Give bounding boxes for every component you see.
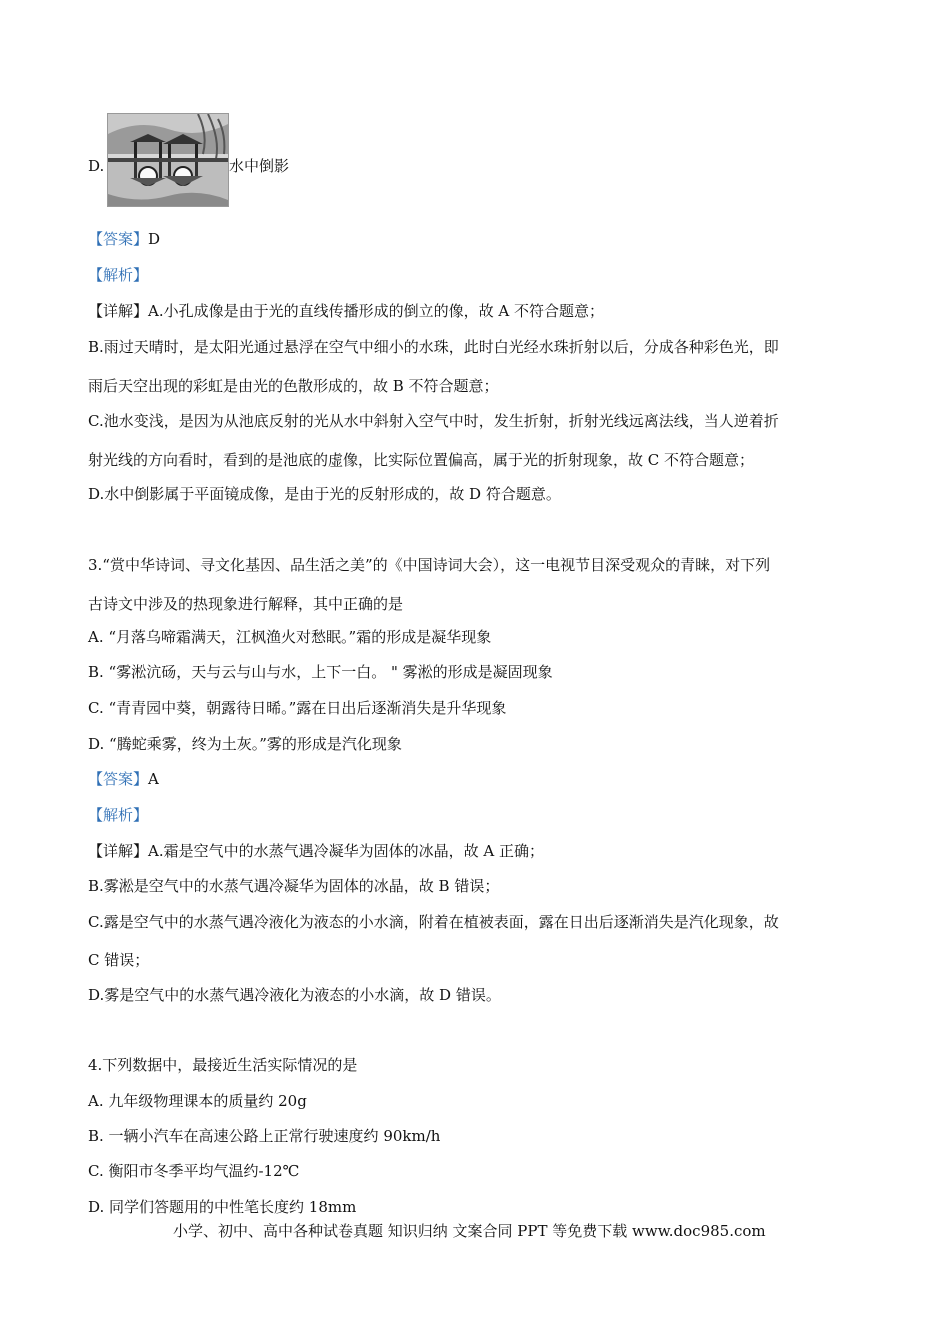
q2-explanation-line: C.池水变浅，是因为从池底反射的光从水中斜射入空气中时，发生折射，折射光线远离法线，当人逆着折 [88, 412, 779, 430]
q3-explanation-line: C 错误； [88, 951, 150, 969]
q3-option-d: D. “腾蛇乘雾，终为土灰。”雾的形成是汽化现象 [88, 735, 402, 753]
answer-tag: 【答案】 [88, 770, 149, 788]
q3-stem: 古诗文中涉及的热现象进行解释，其中正确的是 [88, 595, 404, 613]
q4-option-b: B. 一辆小汽车在高速公路上正常行驶速度约 90km/h [88, 1127, 441, 1145]
detail-tag: 【详解】 [88, 842, 149, 860]
q3-explanation-line: B.雾淞是空气中的水蒸气遇冷凝华为固体的冰晶，故 B 错误； [88, 877, 500, 895]
q2-option-d-text: 水中倒影 [229, 157, 290, 175]
q2-explanation-line: 射光线的方向看时，看到的是池底的虚像，比实际位置偏高，属于光的折射现象，故 C 不符合题意； [88, 451, 755, 469]
q3-answer [88, 769, 159, 789]
q2-option-d-label: D. [88, 157, 105, 175]
q3-explanation-line [88, 841, 544, 861]
answer-value: D [148, 230, 161, 248]
q2-analysis-tag: 【解析】 [88, 266, 149, 284]
q2-explanation-line: D.水中倒影属于平面镜成像，是由于光的反射形成的，故 D 符合题意。 [88, 485, 561, 503]
explanation-text: A.霜是空气中的水蒸气遇冷凝华为固体的冰晶，故 A 正确； [148, 842, 544, 860]
answer-tag: 【答案】 [88, 230, 149, 248]
q3-option-a: A. “月落乌啼霜满天，江枫渔火对愁眠。”霜的形成是凝华现象 [88, 628, 492, 646]
q3-stem: 3.“赏中华诗词、寻文化基因、品生活之美”的《中国诗词大会），这一电视节目深受观众的青睐，对下列 [88, 556, 771, 574]
q4-option-a: A. 九年级物理课本的质量约 20g [88, 1092, 307, 1110]
q3-explanation-line: D.雾是空气中的水蒸气遇冷液化为液态的小水滴，故 D 错误。 [88, 986, 501, 1004]
q3-option-c: C. “青青园中葵，朝露待日晞。”露在日出后逐渐消失是升华现象 [88, 699, 507, 717]
page-footer: 小学、初中、高中各种试卷真题 知识归纳 文案合同 PPT 等免费下载 www.doc985.com [173, 1222, 766, 1240]
q2-explanation-line: B.雨过天晴时，是太阳光通过悬浮在空气中细小的水珠，此时白光经水珠折射以后，分成各种彩色光，即 [88, 338, 779, 356]
explanation-text: A.小孔成像是由于光的直线传播形成的倒立的像，故 A 不符合题意； [148, 302, 604, 320]
q2-answer [88, 229, 160, 249]
q2-explanation-line: 雨后天空出现的彩虹是由光的色散形成的，故 B 不符合题意； [88, 377, 499, 395]
q4-stem: 4.下列数据中，最接近生活实际情况的是 [88, 1056, 358, 1074]
q4-option-d: D. 同学们答题用的中性笔长度约 18mm [88, 1198, 357, 1216]
detail-tag: 【详解】 [88, 302, 149, 320]
q3-option-b: B. “雾淞沆砀，天与云与山与水，上下一白。 " 雾淞的形成是凝固现象 [88, 663, 553, 681]
answer-value: A [148, 770, 159, 788]
reflection-photo [107, 113, 229, 207]
q4-option-c: C. 衡阳市冬季平均气温约-12℃ [88, 1162, 300, 1180]
q2-explanation-line [88, 301, 604, 321]
q3-explanation-line: C.露是空气中的水蒸气遇冷液化为液态的小水滴，附着在植被表面，露在日出后逐渐消失是汽化现象，故 [88, 913, 779, 931]
q3-analysis-tag: 【解析】 [88, 806, 149, 824]
